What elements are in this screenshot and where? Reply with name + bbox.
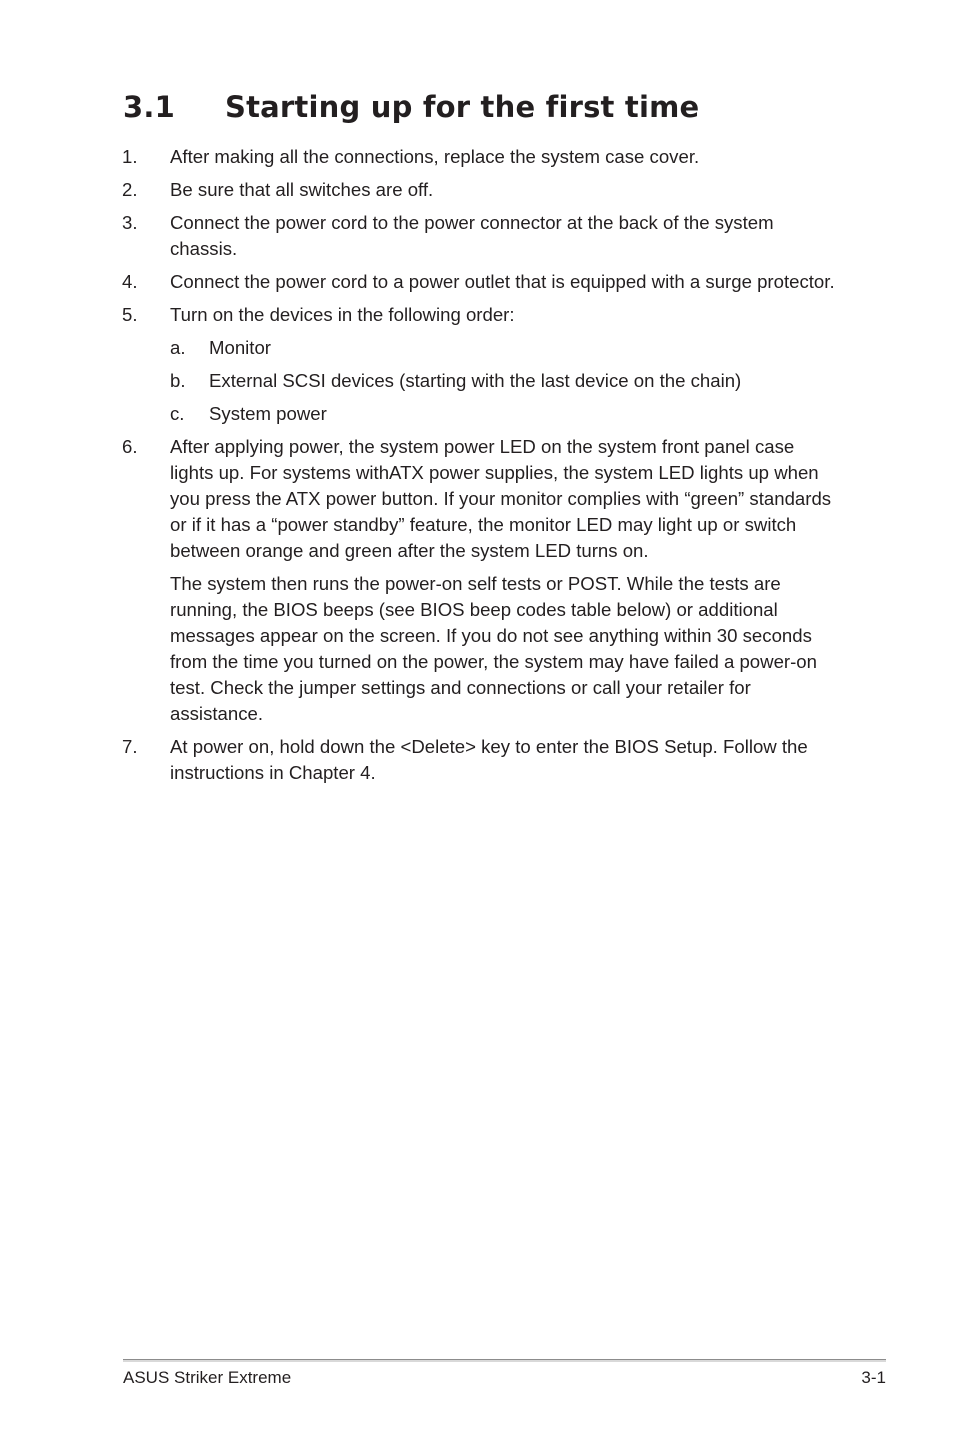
sub-item-letter: c. — [170, 403, 185, 424]
section-number: 3.1 — [123, 90, 175, 124]
list-item — [122, 177, 842, 203]
step-text: Connect the power cord to a power outlet that is equipped with a surge protector. — [170, 271, 835, 292]
sub-list-item — [170, 401, 842, 427]
page-title — [123, 86, 699, 128]
sub-list-item — [170, 335, 842, 361]
step-text: Turn on the devices in the following order: — [170, 304, 515, 325]
sub-item-letter: a. — [170, 337, 186, 358]
sub-list-item — [170, 368, 842, 394]
step-text: After applying power, the system power LED on the system front panel case lights up. For systems withATX power supplies, the system LED lights up when you press the ATX power button. If your monitor complies with “green” standards or if it has a “power standby” feature, the monitor LED may light up or switch between orange and green after the system LED turns on. — [170, 436, 832, 561]
step-text: At power on, hold down the <Delete> key to enter the BIOS Setup. Follow the instructions in Chapter 4. — [170, 736, 808, 783]
sub-item-letter: b. — [170, 370, 186, 391]
section-title: Starting up for the first time — [225, 90, 700, 124]
footer-page-number: 3-1 — [861, 1368, 886, 1387]
list-item — [122, 269, 842, 295]
step-number: 2. — [122, 179, 138, 200]
step-number: 5. — [122, 304, 138, 325]
list-item — [122, 210, 842, 262]
step-number: 3. — [122, 212, 138, 233]
step-number: 6. — [122, 436, 138, 457]
step-paragraph: The system then runs the power-on self tests or POST. While the tests are running, the BIOS beeps (see BIOS beep codes table below) or additional messages appear on the screen. If you do not see anything within 30 seconds from the time you turned on the power, the system may have failed a power-on test. Check the jumper settings and connections or call your retailer for assistance. — [170, 573, 817, 724]
step-number: 4. — [122, 271, 138, 292]
footer-product-name: ASUS Striker Extreme — [123, 1368, 292, 1387]
list-item — [122, 302, 842, 427]
sub-item-text: External SCSI devices (starting with the last device on the chain) — [209, 370, 742, 391]
step-number: 7. — [122, 736, 138, 757]
step-text: After making all the connections, replace the system case cover. — [170, 146, 700, 167]
list-item — [122, 734, 842, 786]
list-item — [122, 434, 842, 727]
startup-steps-list — [122, 144, 842, 793]
step-number: 1. — [122, 146, 138, 167]
sub-item-text: Monitor — [209, 337, 272, 358]
step-text: Connect the power cord to the power connector at the back of the system chassis. — [170, 212, 774, 259]
footer-divider — [123, 1359, 886, 1362]
list-item — [122, 144, 842, 170]
sub-item-text: System power — [209, 403, 327, 424]
step-text: Be sure that all switches are off. — [170, 179, 434, 200]
